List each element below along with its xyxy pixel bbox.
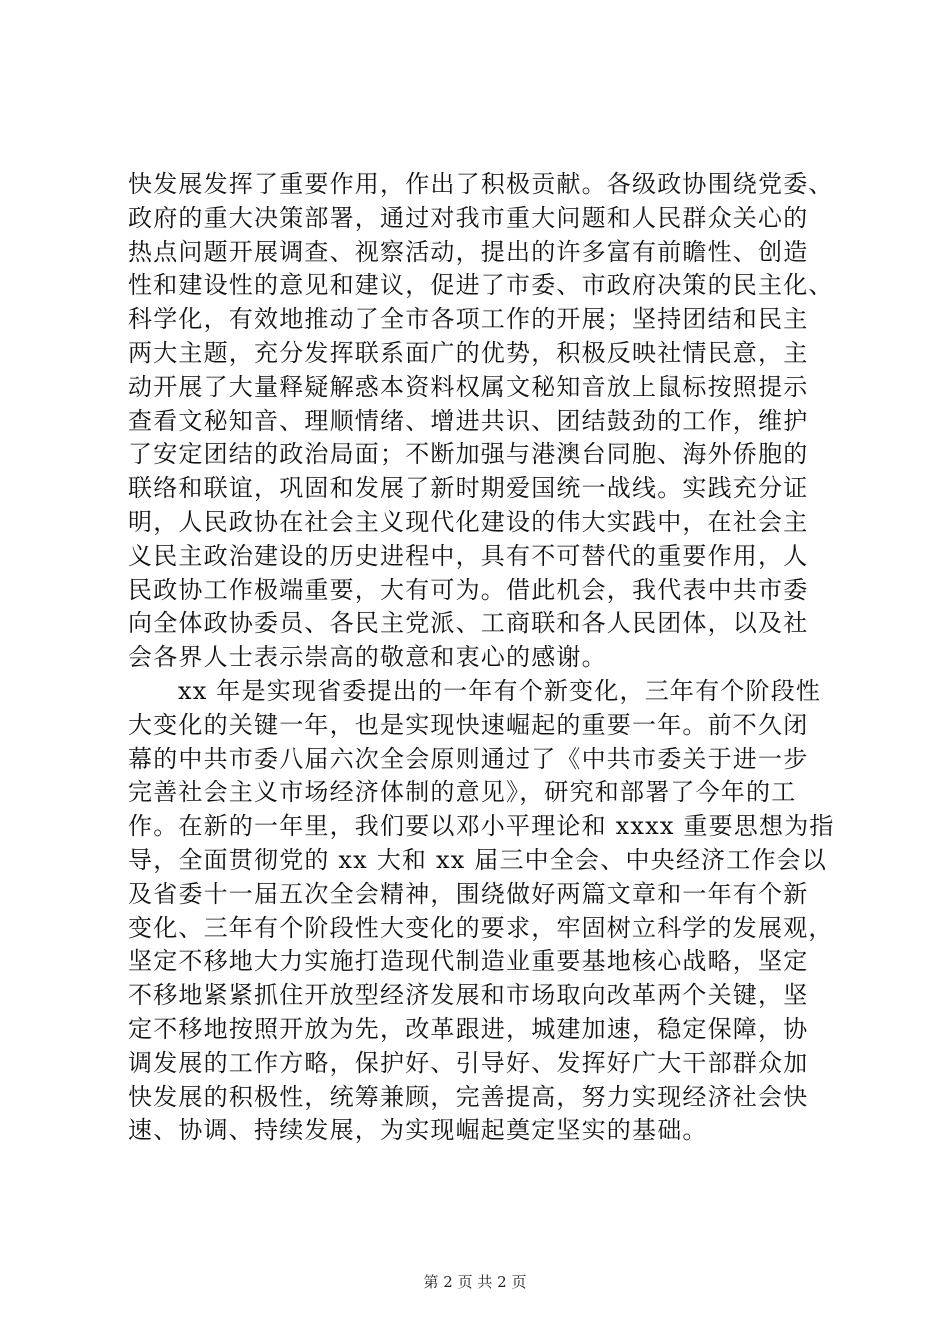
- text-line: 及省委十一届五次全会精神，围绕做好两篇文章和一年有个新: [128, 879, 809, 908]
- text-line: 不移地紧紧抓住开放型经济发展和市场取向改革两个关键，坚: [128, 981, 809, 1010]
- text-line: 速、协调、持续发展，为实现崛起奠定坚实的基础。: [128, 1116, 708, 1145]
- text-line: 政府的重大决策部署，通过对我市重大问题和人民群众关心的: [128, 203, 809, 232]
- text-line: 导，全面贯彻党的 xx 大和 xx 届三中全会、中央经济工作会以: [128, 845, 828, 874]
- text-line: 快发展发挥了重要作用，作出了积极贡献。各级政协围绕党委、: [128, 170, 834, 198]
- text-line: 查看文秘知音、理顺情绪、增进共识、团结鼓劲的工作，维护: [128, 406, 809, 435]
- text-line: 变化、三年有个阶段性大变化的要求，牢固树立科学的发展观，: [128, 913, 834, 942]
- text-line: 坚定不移地大力实施打造现代制造业重要基地核心战略，坚定: [128, 947, 809, 976]
- text-line: 了安定团结的政治局面；不断加强与港澳台同胞、海外侨胞的: [128, 440, 809, 469]
- paragraph-first-line: xx 年是实现省委提出的一年有个新变化，三年有个阶段性: [178, 676, 822, 705]
- text-line: 会各界人士表示崇高的敬意和衷心的感谢。: [128, 643, 607, 672]
- text-line: 热点问题开展调查、视察活动，提出的许多富有前瞻性、创造: [128, 237, 809, 266]
- text-line: 联络和联谊，巩固和发展了新时期爱国统一战线。实践充分证: [128, 474, 809, 503]
- text-line: 义民主政治建设的历史进程中，具有不可替代的重要作用，人: [128, 541, 809, 570]
- text-line: 性和建设性的意见和建议，促进了市委、市政府决策的民主化、: [128, 271, 834, 300]
- page-number-footer: 第 2 页 共 2 页: [423, 1273, 527, 1291]
- text-line: 完善社会主义市场经济体制的意见》，研究和部署了今年的工: [128, 778, 797, 807]
- text-line: 作。在新的一年里，我们要以邓小平理论和 xxxx 重要思想为指: [128, 812, 835, 841]
- text-line: 幕的中共市委八届六次全会原则通过了《中共市委关于进一步: [128, 744, 809, 773]
- text-line: 科学化，有效地推动了全市各项工作的开展；坚持团结和民主: [128, 305, 809, 334]
- text-line: 大变化的关键一年，也是实现快速崛起的重要一年。前不久闭: [128, 710, 809, 739]
- text-line: 向全体政协委员、各民主党派、工商联和各人民团体，以及社: [128, 609, 809, 638]
- text-line: 动开展了大量释疑解惑本资料权属文秘知音放上鼠标按照提示: [128, 372, 809, 401]
- text-line: 民政协工作极端重要，大有可为。借此机会，我代表中共市委: [128, 575, 809, 604]
- text-line: 定不移地按照开放为先，改革跟进，城建加速，稳定保障，协: [128, 1014, 809, 1043]
- text-line: 两大主题，充分发挥联系面广的优势，积极反映社情民意，主: [128, 338, 809, 367]
- body-text: [128, 168, 835, 1148]
- text-line: 明，人民政协在社会主义现代化建设的伟大实践中，在社会主: [128, 507, 809, 536]
- text-line: 调发展的工作方略，保护好、引导好、发挥好广大干部群众加: [128, 1048, 809, 1077]
- text-line: 快发展的积极性，统筹兼顾，完善提高，努力实现经济社会快: [128, 1082, 809, 1111]
